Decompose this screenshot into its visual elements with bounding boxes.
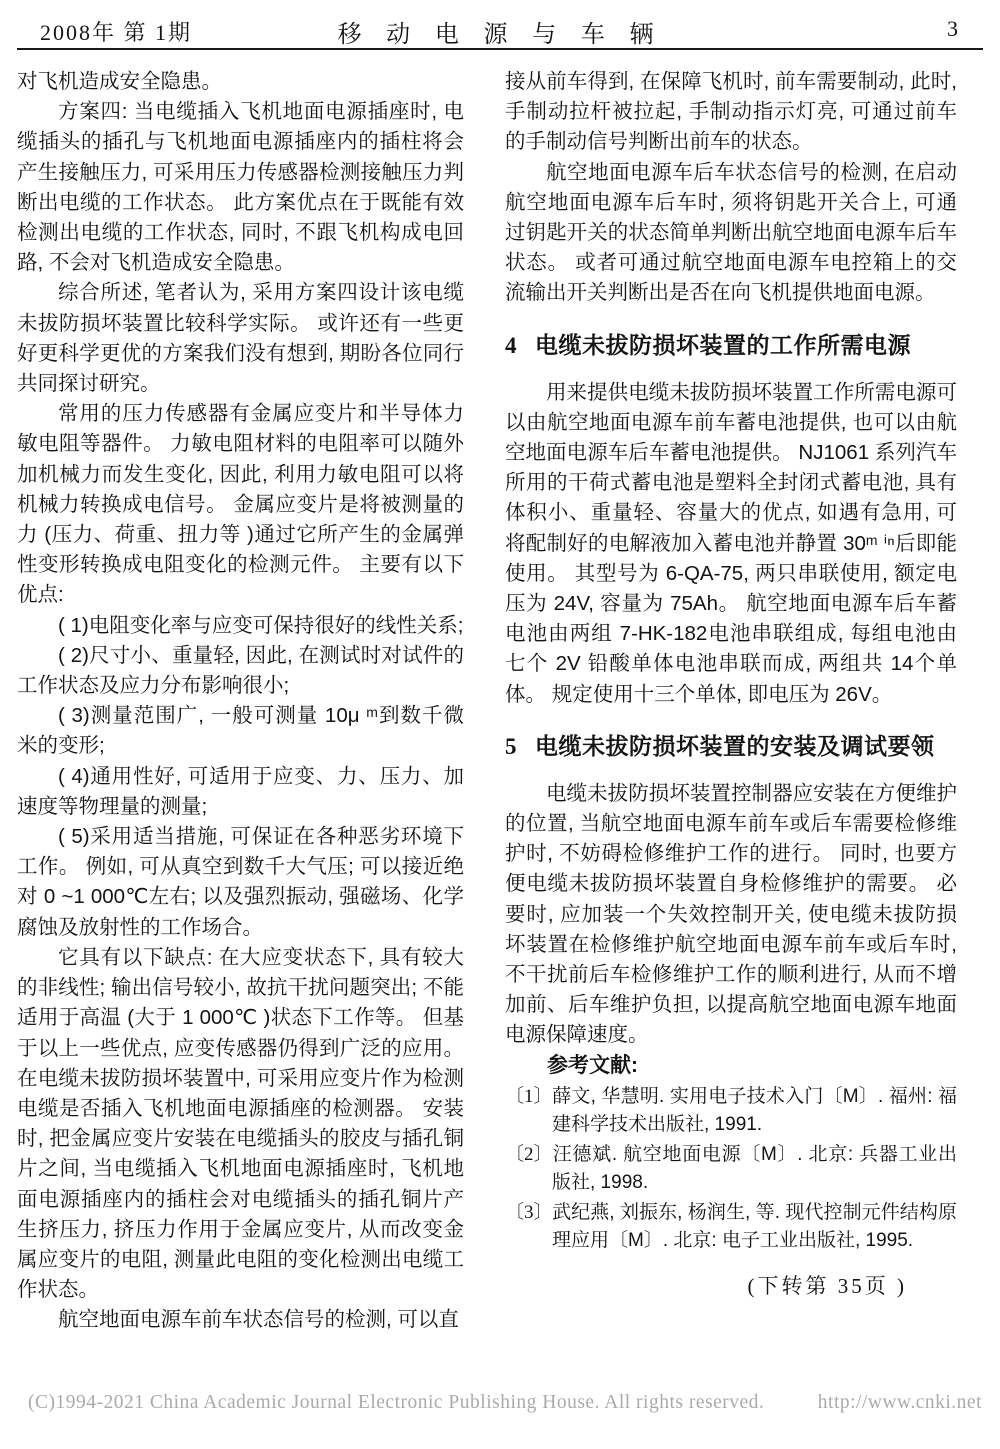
reference-item (505, 1083, 957, 1139)
paragraph: 综合所述, 笔者认为, 采用方案四设计该电缆未拔防损坏装置比较科学实际。 或许还有一些更好更科学更优的方案我们没有想到, 期盼各位同行共同探讨研究。 (17, 281, 464, 396)
reference-text: 薛文, 华慧明. 实用电子技术入门〔M〕. 福州: 福建科学技术出版社, 1991. (552, 1085, 957, 1135)
section-number: 4 (505, 332, 517, 358)
reference-label: 〔3〕 (505, 1201, 553, 1223)
section-number: 5 (505, 733, 517, 759)
left-column (17, 67, 464, 1336)
reference-label: 〔1〕 (505, 1085, 553, 1107)
paragraph: 接从前车得到, 在保障飞机时, 前车需要制动, 此时, 手制动拉杆被拉起, 手制动指示灯亮, 可通过前车的手制动信号判断出前车的状态。 (505, 70, 957, 154)
section-title: 电缆未拔防损坏装置的工作所需电源 (535, 331, 911, 358)
section-heading-4 (505, 329, 957, 362)
paragraph: 航空地面电源车前车状态信号的检测, 可以直 (58, 1308, 459, 1332)
section-title: 电缆未拔防损坏装置的安装及调试要领 (535, 732, 935, 759)
section-heading-5 (505, 730, 957, 763)
header-issue: 2008年 第 1期 (40, 20, 193, 45)
list-item: ( 2)尺寸小、重量轻, 因此, 在测试时对试件的工作状态及应力分布影响很小; (17, 643, 464, 698)
reference-text: 武纪燕, 刘振东, 杨润生, 等. 现代控制元件结构原理应用〔M〕. 北京: 电子工业出版社, 1995. (552, 1201, 957, 1251)
paragraph: 对飞机造成安全隐患。 (17, 70, 222, 93)
list-item: ( 3)测量范围广, 一般可测量 10μ ᵐ到数千微米的变形; (17, 704, 464, 758)
paragraph: 方案四: 当电缆插入飞机地面电源插座时, 电缆插头的插孔与飞机地面电源插座内的插柱将会产生接触压力, 可采用压力传感器检测接触压力判断出电缆的工作状态。 此方案优点在于既能有效检测出电缆的工作状态, 同时, 不跟飞机构成电回路, 不会对飞机造成安全隐患。 (17, 100, 464, 275)
reference-text: 汪德斌. 航空地面电源〔M〕. 北京: 兵器工业出版社, 1998. (552, 1143, 957, 1193)
references-title: 参考文献: (547, 1053, 638, 1077)
paragraph: 它具有以下缺点: 在大应变状态下, 具有较大的非线性; 输出信号较小, 故抗干扰问题突出; 不能适用于高温 (大于 1 000℃ )状态下工作等。 但基于以上一些优点, 应变传感器仍得到广泛的应用。 在电缆未拔防损坏装置中, 可采用应变片作为检测电缆是否插入飞机地面电源插座的检测器。 安装时, 把金属应变片安装在电缆插头的胶皮与插孔铜片之间, 当电缆插入飞机地面电源插座时, 飞机地面电源插座内的插柱会对电缆插头的插孔铜片产生挤压力, 挤压力作用于金属应变片, 从而改变金属应变片的电阻, 测量此电阻的变化检测出电缆工作状态。 (17, 945, 464, 1302)
reference-item (505, 1141, 957, 1197)
reference-item (505, 1199, 957, 1255)
list-item: ( 4)通用性好, 可适用于应变、力、压力、加速度等物理量的测量; (17, 764, 464, 818)
right-column (505, 67, 957, 1301)
paragraph: 用来提供电缆未拔防损坏装置工作所需电源可以由航空地面电源车前车蓄电池提供, 也可以由航空地面电源车后车蓄电池提供。 NJ1061 系列汽车所用的干荷式蓄电池是塑料全封闭式蓄电池, 具有体积小、重量轻、容量大的优点, 如遇有急用, 可将配制好的电解液加入蓄电池并静置 30ᵐ ⁱⁿ后即能使用。 其型号为 6-QA-75, 两只串联使用, 额定电压为 24V, 容量为 75Ah。 航空地面电源车后车蓄电池由两组 7-HK-182电池串联组成, 每组电池由七个 2V 铅酸单体电池串联而成, 两组共 14个单体。 规定使用十三个单体, 即电压为 26V。 (505, 380, 957, 706)
header-rule (17, 48, 983, 50)
list-item: ( 5)采用适当措施, 可保证在各种恶劣环境下工作。 例如, 可从真空到数千大气压; 可以接近绝对 0 ~1 000℃左右; 以及强烈振动, 强磁场、化学腐蚀及放射性的工作场合。 (17, 825, 464, 939)
footer-url: http://www.cnki.net (817, 1392, 982, 1413)
paragraph: 电缆未拔防损坏装置控制器应安装在方便维护的位置, 当航空地面电源车前车或后车需要检修维护时, 不妨碍检修维护工作的进行。 同时, 也要方便电缆未拔防损坏装置自身检修维护的需要。 必要时, 应加装一个失效控制开关, 使电缆未拔防损坏装置在检修维护航空地面电源车前车或后车时, 不干扰前后车检修维护工作的顺利进行, 从而不增加前、后车维护负担, 以提高航空地面电源车地面电源保障速度。 (505, 781, 957, 1047)
footer-copyright: (C)1994-2021 China Academic Journal Electronic Publishing House. All rights reserved. (28, 1392, 765, 1413)
continuation-note: (下转第 35页 ) (747, 1273, 907, 1298)
paragraph: 航空地面电源车后车状态信号的检测, 在启动航空地面电源车后车时, 须将钥匙开关合上, 可通过钥匙开关的状态简单判断出航空地面电源车后车状态。 或者可通过航空地面电源车电控箱上的交流输出开关判断出是否在向飞机提供地面电源。 (505, 160, 957, 305)
paragraph: 常用的压力传感器有金属应变片和半导体力敏电阻等器件。 力敏电阻材料的电阻率可以随外加机械力而发生变化, 因此, 利用力敏电阻可以将机械力转换成电信号。 金属应变片是将被测量的力 (压力、荷重、扭力等 )通过它所产生的金属弹性变形转换成电阻变化的检测元件。 主要有以下优点: (17, 402, 464, 607)
journal-title: 移 动 电 源 与 车 辆 (337, 21, 663, 48)
references-list (505, 1083, 957, 1255)
reference-label: 〔2〕 (505, 1143, 553, 1165)
page-number: 3 (947, 16, 958, 41)
list-item: ( 1)电阻变化率与应变可保持很好的线性关系; (58, 613, 464, 637)
footer (28, 1392, 982, 1414)
